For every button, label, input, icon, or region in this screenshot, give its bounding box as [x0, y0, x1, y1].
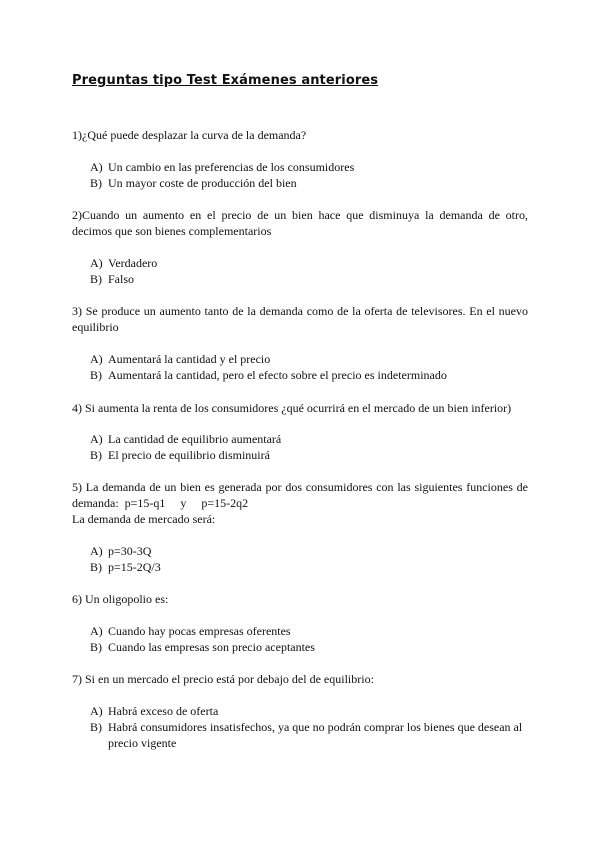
- option-letter: A): [90, 704, 103, 718]
- answer-option: [90, 623, 528, 639]
- option-letter: B): [90, 560, 102, 574]
- answer-option: [90, 367, 528, 383]
- question-3: [72, 303, 531, 335]
- option-letter: B): [90, 272, 102, 286]
- answer-option: [90, 255, 528, 271]
- question-6: [72, 591, 528, 607]
- option-text: p=15-2Q/3: [108, 560, 161, 574]
- answer-option: [90, 175, 528, 191]
- option-text: Cuando las empresas son precio aceptantes: [108, 640, 315, 654]
- question-7: [72, 671, 528, 687]
- option-letter: B): [90, 448, 102, 462]
- option-text: Habrá exceso de oferta: [108, 704, 219, 718]
- question-1: [72, 127, 528, 143]
- answer-options: [90, 623, 528, 655]
- option-text: Aumentará la cantidad, pero el efecto sobre el precio es indeterminado: [108, 368, 447, 382]
- answer-option: [90, 639, 528, 655]
- answer-option: [90, 559, 528, 575]
- answer-options: [90, 255, 528, 287]
- option-text: Cuando hay pocas empresas oferentes: [108, 624, 291, 638]
- answer-options: [90, 703, 528, 751]
- option-letter: A): [90, 352, 103, 366]
- question-4: [72, 400, 528, 416]
- answer-option: [90, 159, 528, 175]
- answer-option: [90, 271, 528, 287]
- option-letter: A): [90, 432, 103, 446]
- option-text: Un mayor coste de producción del bien: [108, 176, 297, 190]
- answer-option: [90, 703, 528, 719]
- question-text: 7) Si en un mercado el precio está por debajo del de equilibrio:: [72, 672, 374, 686]
- answer-option: [90, 447, 528, 463]
- question-5: [72, 479, 531, 527]
- option-text: Habrá consumidores insatisfechos, ya que no podrán comprar los bienes que desean al precio vigente: [108, 720, 523, 750]
- answer-option: [90, 431, 528, 447]
- option-text: p=30-3Q: [108, 544, 152, 558]
- answer-option: [90, 351, 528, 367]
- option-letter: A): [90, 160, 103, 174]
- answer-options: [90, 543, 528, 575]
- question-subtext: La demanda de mercado será:: [72, 512, 216, 526]
- question-text: 2)Cuando un aumento en el precio de un bien hace que disminuya la demanda de otro, decimos que son bienes complementarios: [72, 208, 531, 238]
- question-text: 4) Si aumenta la renta de los consumidores ¿qué ocurrirá en el mercado de un bien inferior): [72, 401, 512, 415]
- option-text: Aumentará la cantidad y el precio: [108, 352, 271, 366]
- question-2: [72, 207, 531, 239]
- option-text: Falso: [108, 272, 135, 286]
- option-letter: A): [90, 624, 103, 638]
- question-text: 5) La demanda de un bien es generada por dos consumidores con las siguientes funciones de demanda: p=15-q1 y p=15-2q2: [72, 480, 531, 510]
- option-letter: B): [90, 176, 102, 190]
- option-letter: B): [90, 640, 102, 654]
- answer-options: [90, 159, 528, 191]
- option-text: Un cambio en las preferencias de los consumidores: [108, 160, 355, 174]
- option-text: El precio de equilibrio disminuirá: [108, 448, 270, 462]
- question-text: 3) Se produce un aumento tanto de la demanda como de la oferta de televisores. En el nuevo equilibrio: [72, 304, 531, 334]
- answer-option: [90, 543, 528, 559]
- option-letter: A): [90, 544, 103, 558]
- option-letter: A): [90, 256, 103, 270]
- question-text: 1)¿Qué puede desplazar la curva de la demanda?: [72, 128, 307, 142]
- option-letter: B): [90, 368, 102, 382]
- answer-options: [90, 431, 528, 463]
- answer-option: [90, 719, 528, 751]
- option-text: La cantidad de equilibrio aumentará: [108, 432, 282, 446]
- option-letter: B): [90, 720, 102, 734]
- option-text: Verdadero: [108, 256, 158, 270]
- document-title: Preguntas tipo Test Exámenes anteriores: [72, 73, 379, 88]
- question-text: 6) Un oligopolio es:: [72, 592, 169, 606]
- answer-options: [90, 351, 528, 383]
